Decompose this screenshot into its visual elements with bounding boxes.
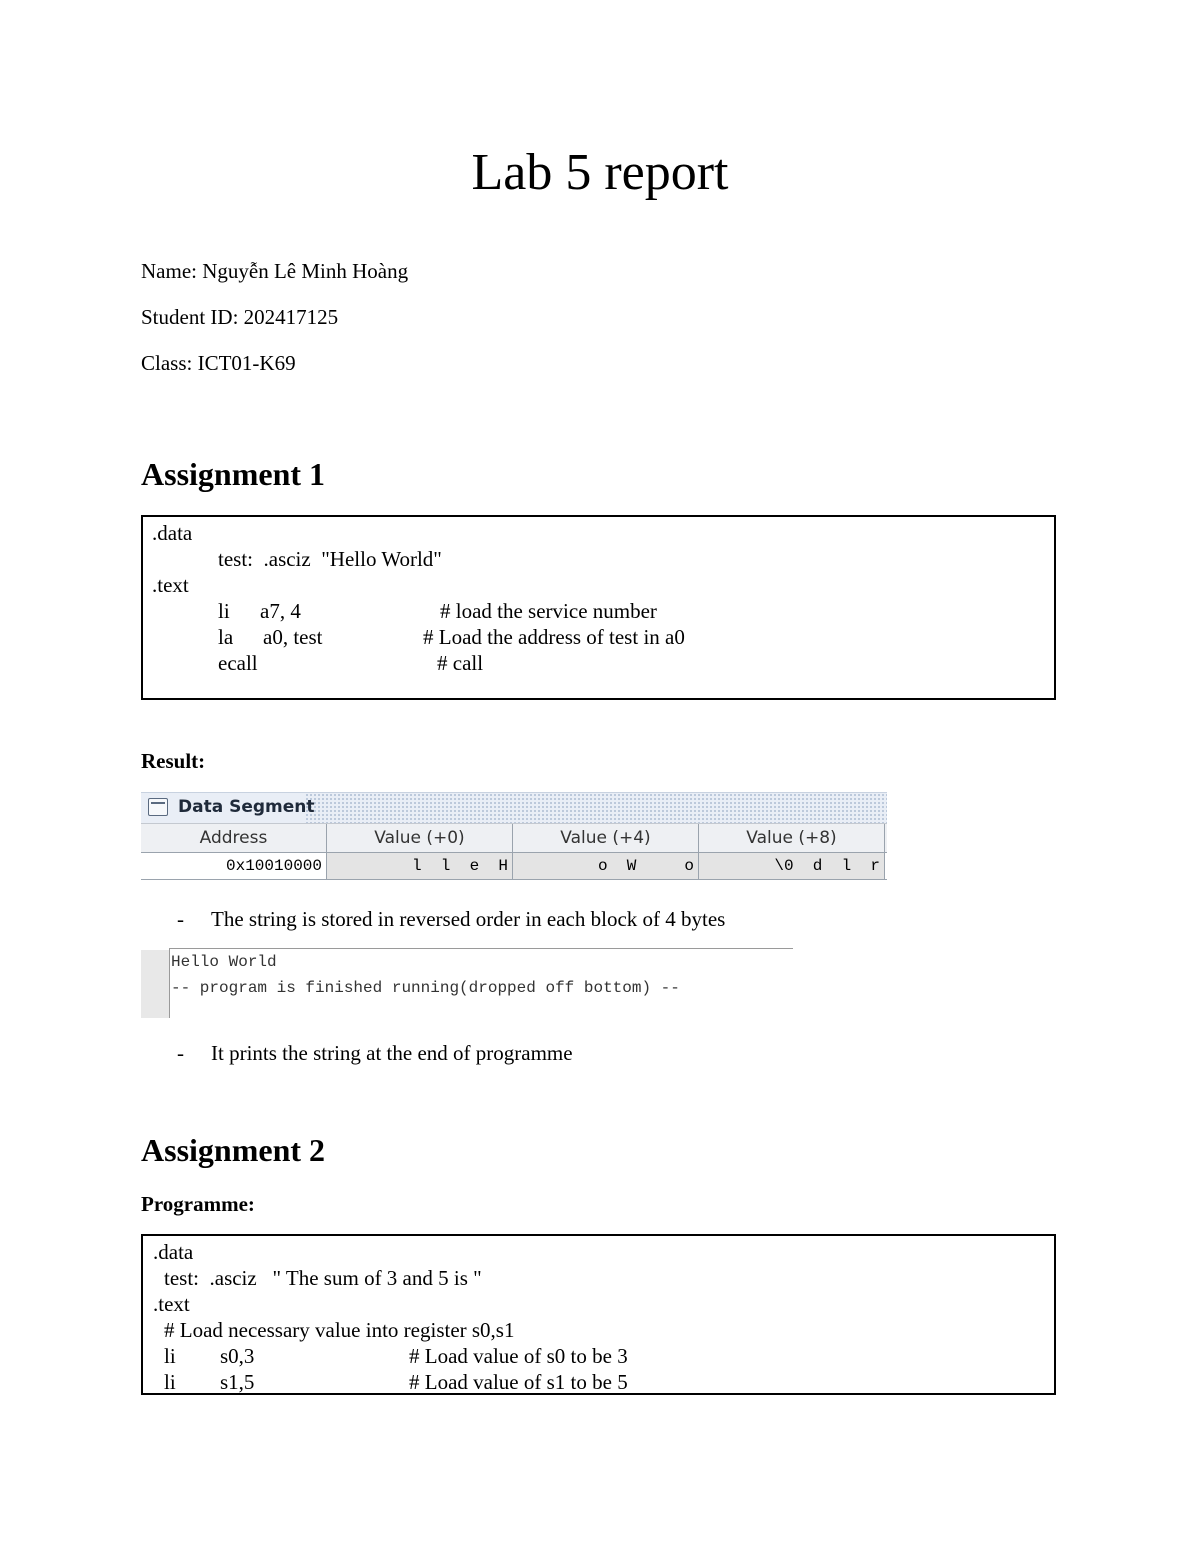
console-line: -- program is finished running(dropped off bottom) --	[171, 979, 680, 997]
data-segment-title: Data Segment	[178, 797, 315, 817]
bullet-text: It prints the string at the end of programme	[211, 1041, 573, 1065]
code-line: test: .asciz " The sum of 3 and 5 is "	[164, 1266, 482, 1290]
assignment-2-code-box	[141, 1234, 1056, 1395]
code-operands: s1,5	[220, 1370, 255, 1394]
code-line: test: .asciz "Hello World"	[218, 547, 442, 571]
column-header-value-4[interactable]: Value (+4)	[513, 824, 699, 852]
student-class: Class: ICT01-K69	[141, 351, 296, 375]
code-comment: # load the service number	[440, 599, 657, 623]
code-comment: # Load value of s0 to be 3	[409, 1344, 628, 1368]
code-line: .text	[152, 573, 189, 597]
code-instruction: ecall	[218, 651, 258, 675]
code-operands: s0,3	[220, 1344, 255, 1368]
value-cell[interactable]: o W o	[513, 853, 699, 879]
address-cell[interactable]: 0x10010000	[141, 853, 327, 879]
code-operands: a0, test	[263, 625, 323, 649]
student-name: Name: Nguyễn Lê Minh Hoàng	[141, 259, 409, 283]
code-line: .data	[153, 1240, 194, 1264]
code-line: .data	[152, 521, 193, 545]
code-comment: # call	[437, 651, 484, 675]
window-icon	[148, 798, 168, 816]
column-header-value-0[interactable]: Value (+0)	[327, 824, 513, 852]
code-instruction: li	[218, 599, 230, 623]
table-row[interactable]	[141, 853, 887, 880]
assignment-1-code-box	[141, 515, 1056, 700]
student-id: Student ID: 202417125	[141, 305, 339, 329]
code-instruction: la	[218, 625, 234, 649]
result-label: Result:	[141, 749, 206, 773]
bullet-dash: -	[177, 907, 184, 931]
console-output	[141, 948, 793, 1018]
console-line: Hello World	[171, 953, 277, 971]
code-operands: a7, 4	[260, 599, 301, 623]
data-segment-column-headers	[141, 823, 887, 853]
bullet-dash: -	[177, 1041, 184, 1065]
code-comment: # Load the address of test in a0	[423, 625, 685, 649]
column-header-value-8[interactable]: Value (+8)	[699, 824, 885, 852]
bullet-text: The string is stored in reversed order in each block of 4 bytes	[211, 907, 726, 931]
column-header-address[interactable]: Address	[141, 824, 327, 852]
code-comment: # Load necessary value into register s0,s1	[164, 1318, 515, 1342]
code-comment: # Load value of s1 to be 5	[409, 1370, 628, 1394]
assignment-1-heading: Assignment 1	[141, 456, 326, 492]
programme-label: Programme:	[141, 1192, 255, 1216]
list-item	[141, 906, 1041, 932]
code-instruction: li	[164, 1370, 176, 1394]
value-cell[interactable]: l l e H	[327, 853, 513, 879]
assignment-2-heading: Assignment 2	[141, 1132, 326, 1168]
code-line: .text	[153, 1292, 190, 1316]
console-gutter	[141, 950, 169, 1018]
value-cell[interactable]: \0 d l r	[699, 853, 885, 879]
list-item	[141, 1040, 1041, 1066]
data-segment-header	[141, 792, 887, 823]
page-title: Lab 5 report	[471, 144, 729, 201]
code-instruction: li	[164, 1344, 176, 1368]
data-segment-panel	[141, 792, 887, 882]
